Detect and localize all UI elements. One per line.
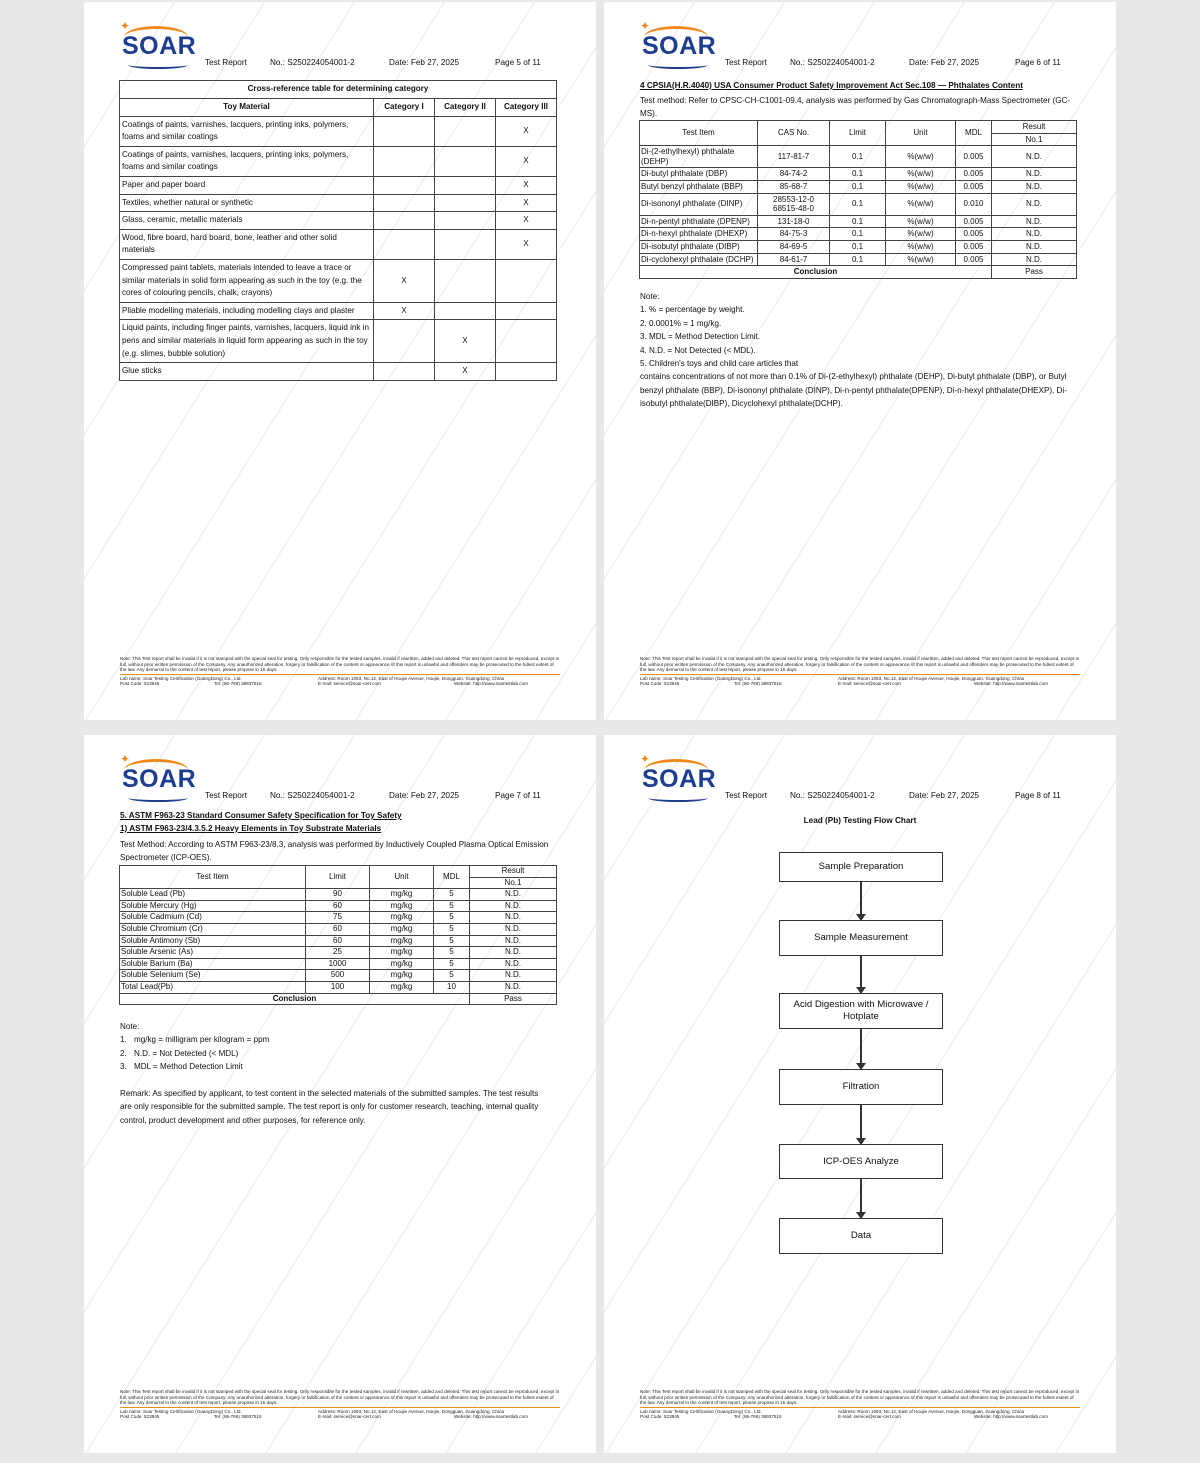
result-cell: N.D. bbox=[992, 180, 1077, 193]
cas-cell: 85-68-7 bbox=[758, 180, 830, 193]
unit-cell: mg/kg bbox=[370, 923, 434, 935]
logo-text: SOAR bbox=[642, 765, 717, 793]
logo-text: SOAR bbox=[122, 32, 197, 60]
unit-cell: %(w/w) bbox=[886, 168, 956, 181]
material-cell: Glass, ceramic, metallic materials bbox=[120, 212, 374, 230]
conclusion-value: Pass bbox=[470, 993, 557, 1005]
cas-cell: 131-18-0 bbox=[758, 215, 830, 228]
conclusion-label: Conclusion bbox=[120, 993, 470, 1005]
header-number: No.: S250224054001-2 bbox=[790, 791, 875, 800]
table-row bbox=[120, 363, 557, 381]
unit-cell: %(w/w) bbox=[886, 180, 956, 193]
result-cell: N.D. bbox=[470, 947, 557, 959]
column-header: CAS No. bbox=[758, 121, 830, 146]
result-cell: N.D. bbox=[470, 970, 557, 982]
cat-cell bbox=[374, 229, 435, 259]
subsection-title: 1) ASTM F963-23/4.3.5.2 Heavy Elements in Toy Substrate Materials bbox=[120, 824, 382, 833]
soar-logo bbox=[640, 20, 730, 68]
header-number: No.: S250224054001-2 bbox=[270, 791, 355, 800]
flow-step: Data bbox=[779, 1218, 943, 1254]
footer-lab: Lab name: Soar Testing Certification (GuangDong) Co., Ltd. bbox=[640, 675, 762, 681]
result-cell: N.D. bbox=[470, 923, 557, 935]
conclusion-label: Conclusion bbox=[640, 266, 992, 279]
unit-cell: %(w/w) bbox=[886, 240, 956, 253]
unit-cell: mg/kg bbox=[370, 970, 434, 982]
note-line: 5. Children's toys and child care articles that bbox=[640, 359, 799, 369]
footer-lab: Lab name: Soar Testing Certification (GuangDong) Co., Ltd. bbox=[120, 675, 242, 681]
header-page: Page 7 of 11 bbox=[495, 791, 541, 800]
footer-address: Address: Room 1093, No.12, East of Houjie Avenue, Houjie, Dongguan, Guangdong, China bbox=[838, 1408, 1025, 1414]
table-row bbox=[640, 215, 1077, 228]
column-header: Category II bbox=[435, 98, 496, 116]
result-cell: N.D. bbox=[470, 912, 557, 924]
footer-post: Post Code: 523945 bbox=[640, 1414, 680, 1420]
cat-cell bbox=[496, 302, 557, 320]
cat-cell: X bbox=[496, 194, 557, 212]
footer-post: Post Code: 523945 bbox=[120, 1414, 160, 1420]
mdl-cell: 0.010 bbox=[956, 193, 992, 215]
result-cell: N.D. bbox=[992, 215, 1077, 228]
footer-note: Note: This Test report shall be invalid if it is not stamped with the special seal for testing. Only responsible for the tested samples, invalid if rewritten, added and deleted. This test report cannot be reproduced, except in full, without prior written permission of the Company. Any unauthorized alteration, forgery or falsification of the content or appearance of this report is unlawful and offenders may be prosecuted to the fullest extent of the law. Any demurral to the content of test report, please propose in 15 days. bbox=[640, 1389, 1080, 1408]
cas-cell: 84-75-3 bbox=[758, 228, 830, 241]
mdl-cell: 0.005 bbox=[956, 180, 992, 193]
report-page-5 bbox=[84, 2, 596, 720]
table-row bbox=[120, 146, 557, 176]
column-header: No.1 bbox=[470, 877, 557, 889]
table-row bbox=[120, 116, 557, 146]
column-header: Category I bbox=[374, 98, 435, 116]
unit-cell: mg/kg bbox=[370, 981, 434, 993]
footer-email: E-mail: service@soar-cert.com bbox=[318, 681, 381, 687]
unit-cell: mg/kg bbox=[370, 935, 434, 947]
table-row bbox=[120, 302, 557, 320]
table-row bbox=[120, 889, 557, 901]
note-line: 4. N.D. = Not Detected (< MDL). bbox=[640, 345, 756, 355]
cas-cell: 28553-12-0 68515-48-0 bbox=[758, 193, 830, 215]
soar-logo bbox=[640, 753, 730, 801]
unit-cell: %(w/w) bbox=[886, 253, 956, 266]
footer-tel: Tel: (86-769) 38937518 bbox=[214, 1414, 262, 1420]
limit-cell: 0.1 bbox=[830, 215, 886, 228]
footer-website: Website: http://www.soartestlab.com bbox=[974, 1414, 1048, 1420]
cas-cell: 84-61-7 bbox=[758, 253, 830, 266]
column-header: Result bbox=[470, 866, 557, 878]
result-cell: N.D. bbox=[470, 981, 557, 993]
report-page-7 bbox=[84, 735, 596, 1453]
item-cell: Soluble Lead (Pb) bbox=[120, 889, 306, 901]
cat-cell bbox=[496, 320, 557, 363]
test-method: Test Method: According to ASTM F963-23/8.3, analysis was performed by Inductively Coupled Plasma Optical Emission Spectrometer (ICP-OES). bbox=[120, 840, 549, 862]
cat-cell: X bbox=[496, 146, 557, 176]
cat-cell: X bbox=[496, 116, 557, 146]
cat-cell: X bbox=[496, 229, 557, 259]
heavy-elements-table bbox=[119, 865, 557, 1005]
result-cell: N.D. bbox=[470, 958, 557, 970]
table-title: Cross-reference table for determining category bbox=[120, 81, 557, 99]
limit-cell: 60 bbox=[306, 900, 370, 912]
result-cell: N.D. bbox=[470, 889, 557, 901]
limit-cell: 0.1 bbox=[830, 228, 886, 241]
cat-cell bbox=[435, 259, 496, 302]
result-cell: N.D. bbox=[992, 193, 1077, 215]
note-number: 3. bbox=[120, 1062, 127, 1072]
cas-cell: 84-69-5 bbox=[758, 240, 830, 253]
star-icon: ✦ bbox=[120, 19, 131, 33]
mdl-cell: 0.005 bbox=[956, 240, 992, 253]
unit-cell: %(w/w) bbox=[886, 146, 956, 168]
header-number: No.: S250224054001-2 bbox=[270, 58, 355, 67]
table-row bbox=[120, 947, 557, 959]
column-header: MDL bbox=[434, 866, 470, 889]
column-header: Limit bbox=[830, 121, 886, 146]
table-row bbox=[120, 935, 557, 947]
category-table bbox=[119, 80, 557, 381]
material-cell: Compressed paint tablets, materials intended to leave a trace or similar materials in solid form appearing as such in the toy (e.g. the cores of colouring pencils, chalk, crayons) bbox=[120, 259, 374, 302]
cat-cell bbox=[374, 212, 435, 230]
item-cell: Di-isobutyl phthalate (DIBP) bbox=[640, 240, 758, 253]
item-cell: Soluble Barium (Ba) bbox=[120, 958, 306, 970]
conclusion-row bbox=[640, 266, 1077, 279]
cat-cell bbox=[496, 363, 557, 381]
cat-cell: X bbox=[374, 259, 435, 302]
flow-arrow bbox=[860, 1105, 862, 1144]
column-header: Unit bbox=[886, 121, 956, 146]
section-title: 4 CPSIA(H.R.4040) USA Consumer Product Safety Improvement Act Sec.108 — Phthalates Content bbox=[640, 81, 1023, 90]
table-row bbox=[640, 240, 1077, 253]
item-cell: Di-cyclohexyl phthalate (DCHP) bbox=[640, 253, 758, 266]
column-header: Test Item bbox=[640, 121, 758, 146]
footer-website: Website: http://www.soartestlab.com bbox=[454, 1414, 528, 1420]
mdl-cell: 0.005 bbox=[956, 228, 992, 241]
item-cell: Di-n-pentyl phthalate (DPENP) bbox=[640, 215, 758, 228]
note-line: 2. 0.0001% = 1 mg/kg. bbox=[640, 318, 722, 328]
table-row bbox=[120, 259, 557, 302]
mdl-cell: 5 bbox=[434, 912, 470, 924]
table-row bbox=[640, 193, 1077, 215]
limit-cell: 500 bbox=[306, 970, 370, 982]
mdl-cell: 5 bbox=[434, 923, 470, 935]
limit-cell: 0.1 bbox=[830, 253, 886, 266]
item-cell: Di-n-hexyl phthalate (DHEXP) bbox=[640, 228, 758, 241]
unit-cell: mg/kg bbox=[370, 958, 434, 970]
table-row bbox=[120, 923, 557, 935]
flow-arrow bbox=[860, 1179, 862, 1218]
footer-lab: Lab name: Soar Testing Certification (GuangDong) Co., Ltd. bbox=[120, 1408, 242, 1414]
cas-cell: 117-81-7 bbox=[758, 146, 830, 168]
result-cell: N.D. bbox=[470, 935, 557, 947]
cat-cell bbox=[374, 194, 435, 212]
cat-cell bbox=[435, 146, 496, 176]
table-row bbox=[640, 146, 1077, 168]
header-date: Date: Feb 27, 2025 bbox=[909, 791, 980, 800]
footer-email: E-mail: service@soar-cert.com bbox=[318, 1414, 381, 1420]
flow-arrow bbox=[860, 882, 862, 920]
notes bbox=[120, 1020, 564, 1074]
flow-step: Acid Digestion with Microwave / Hotplate bbox=[779, 993, 943, 1029]
table-row bbox=[120, 320, 557, 363]
page-footer bbox=[120, 656, 560, 687]
notes bbox=[640, 290, 1084, 411]
cat-cell bbox=[435, 229, 496, 259]
material-cell: Paper and paper board bbox=[120, 176, 374, 194]
table-row bbox=[640, 228, 1077, 241]
cat-cell bbox=[496, 259, 557, 302]
table-row bbox=[120, 194, 557, 212]
footer-address: Address: Room 1093, No.12, East of Houjie Avenue, Houjie, Dongguan, Guangdong, China bbox=[318, 1408, 505, 1414]
limit-cell: 60 bbox=[306, 923, 370, 935]
header-report: Test Report bbox=[725, 791, 767, 800]
limit-cell: 75 bbox=[306, 912, 370, 924]
header-report: Test Report bbox=[725, 58, 767, 67]
limit-cell: 60 bbox=[306, 935, 370, 947]
mdl-cell: 5 bbox=[434, 958, 470, 970]
limit-cell: 0.1 bbox=[830, 180, 886, 193]
result-cell: N.D. bbox=[992, 253, 1077, 266]
footer-post: Post Code: 523945 bbox=[120, 681, 160, 687]
footer-tel: Tel: (86-769) 38937518 bbox=[734, 681, 782, 687]
item-cell: Butyl benzyl phthalate (BBP) bbox=[640, 180, 758, 193]
cat-cell bbox=[374, 176, 435, 194]
cas-cell: 84-74-2 bbox=[758, 168, 830, 181]
table-row bbox=[640, 253, 1077, 266]
cat-cell bbox=[435, 212, 496, 230]
cat-cell: X bbox=[496, 212, 557, 230]
item-cell: Di-isononyl phthalate (DINP) bbox=[640, 193, 758, 215]
note-line: 1. % = percentage by weight. bbox=[640, 305, 745, 315]
mdl-cell: 0.005 bbox=[956, 253, 992, 266]
table-row bbox=[120, 970, 557, 982]
table-row bbox=[120, 958, 557, 970]
unit-cell: %(w/w) bbox=[886, 193, 956, 215]
note-line: Note: bbox=[640, 292, 660, 301]
material-cell: Pliable modelling materials, including modelling clays and plaster bbox=[120, 302, 374, 320]
footer-website: Website: http://www.soartestlab.com bbox=[454, 681, 528, 687]
limit-cell: 0.1 bbox=[830, 240, 886, 253]
unit-cell: %(w/w) bbox=[886, 215, 956, 228]
soar-logo bbox=[120, 20, 210, 68]
note-line: 3. MDL = Method Detection Limit. bbox=[640, 332, 761, 342]
header-report: Test Report bbox=[205, 58, 247, 67]
footer-tel: Tel: (86-769) 38937518 bbox=[214, 681, 262, 687]
cat-cell: X bbox=[435, 320, 496, 363]
limit-cell: 25 bbox=[306, 947, 370, 959]
cat-cell: X bbox=[496, 176, 557, 194]
unit-cell: mg/kg bbox=[370, 900, 434, 912]
footer-note: Note: This Test report shall be invalid if it is not stamped with the special seal for testing. Only responsible for the tested samples, invalid if rewritten, added and deleted. This test report cannot be reproduced, except in full, without prior written permission of the Company. Any unauthorized alteration, forgery or falsification of the content or appearance of this report is unlawful and offenders may be prosecuted to the fullest extent of the law. Any demurral to the content of test report, please propose in 15 days. bbox=[640, 656, 1080, 675]
cat-cell bbox=[435, 302, 496, 320]
item-cell: Soluble Mercury (Hg) bbox=[120, 900, 306, 912]
result-cell: N.D. bbox=[992, 168, 1077, 181]
mdl-cell: 5 bbox=[434, 900, 470, 912]
column-header: MDL bbox=[956, 121, 992, 146]
cat-cell bbox=[435, 194, 496, 212]
unit-cell: mg/kg bbox=[370, 947, 434, 959]
note-number: 2. bbox=[120, 1048, 127, 1058]
flow-step: ICP-OES Analyze bbox=[779, 1144, 943, 1179]
column-header: Limit bbox=[306, 866, 370, 889]
column-header: Toy Material bbox=[120, 98, 374, 116]
mdl-cell: 0.005 bbox=[956, 146, 992, 168]
result-cell: N.D. bbox=[470, 900, 557, 912]
flow-step: Filtration bbox=[779, 1069, 943, 1105]
mdl-cell: 5 bbox=[434, 947, 470, 959]
flow-step: Sample Preparation bbox=[779, 852, 943, 882]
star-icon: ✦ bbox=[640, 19, 651, 33]
material-cell: Wood, fibre board, hard board, bone, leather and other solid materials bbox=[120, 229, 374, 259]
table-row bbox=[120, 229, 557, 259]
note-text: N.D. = Not Detected (< MDL) bbox=[134, 1048, 239, 1058]
column-header: Category III bbox=[496, 98, 557, 116]
limit-cell: 0.1 bbox=[830, 146, 886, 168]
cat-cell bbox=[435, 116, 496, 146]
note-line: contains concentrations of not more than 0.1% of Di-(2-ethylhexyl) phthalate (DEHP), Di-butyl phthalate (DBP), or Butyl benzyl phthalate (BBP), Di-isononyl phthalate (DINP), Di-n-pentyl phthalate(DPENP), Di-n-hexyl phthalate(DHEXP), Di-isobutyl phthalate(DIBP), Dicyclohexyl phthalate(DCHP). bbox=[640, 372, 1067, 409]
unit-cell: %(w/w) bbox=[886, 228, 956, 241]
material-cell: Glue sticks bbox=[120, 363, 374, 381]
material-cell: Coatings of paints, varnishes, lacquers, printing inks, polymers, foams and similar coatings bbox=[120, 146, 374, 176]
column-header: Unit bbox=[370, 866, 434, 889]
column-header: Result bbox=[992, 121, 1077, 134]
footer-email: E-mail: service@soar-cert.com bbox=[838, 1414, 901, 1420]
limit-cell: 90 bbox=[306, 889, 370, 901]
limit-cell: 0.1 bbox=[830, 168, 886, 181]
section-title: 5. ASTM F963-23 Standard Consumer Safety Specification for Toy Safety bbox=[120, 811, 402, 820]
unit-cell: mg/kg bbox=[370, 889, 434, 901]
cat-cell: X bbox=[374, 302, 435, 320]
material-cell: Coatings of paints, varnishes, lacquers, printing inks, polymers, foams and similar coatings bbox=[120, 116, 374, 146]
item-cell: Di-butyl phthalate (DBP) bbox=[640, 168, 758, 181]
report-page-6 bbox=[604, 2, 1116, 720]
footer-post: Post Code: 523945 bbox=[640, 681, 680, 687]
phthalates-table bbox=[639, 120, 1077, 279]
mdl-cell: 5 bbox=[434, 889, 470, 901]
star-icon: ✦ bbox=[120, 752, 131, 766]
table-row bbox=[120, 212, 557, 230]
footer-note: Note: This Test report shall be invalid if it is not stamped with the special seal for testing. Only responsible for the tested samples, invalid if rewritten, added and deleted. This test report cannot be reproduced, except in full, without prior written permission of the Company. Any unauthorized alteration, forgery or falsification of the content or appearance of this report is unlawful and offenders may be prosecuted to the fullest extent of the law. Any demurral to the content of test report, please propose in 15 days. bbox=[120, 656, 560, 675]
item-cell: Soluble Antimony (Sb) bbox=[120, 935, 306, 947]
flow-step: Sample Measurement bbox=[779, 920, 943, 956]
material-cell: Textiles, whether natural or synthetic bbox=[120, 194, 374, 212]
table-row bbox=[120, 981, 557, 993]
header-date: Date: Feb 27, 2025 bbox=[389, 58, 460, 67]
result-cell: N.D. bbox=[992, 240, 1077, 253]
item-cell: Di-(2-ethylhexyl) phthalate (DEHP) bbox=[640, 146, 758, 168]
mdl-cell: 0.005 bbox=[956, 215, 992, 228]
page-footer bbox=[120, 1389, 560, 1420]
logo-text: SOAR bbox=[642, 32, 717, 60]
header-date: Date: Feb 27, 2025 bbox=[389, 791, 460, 800]
item-cell: Soluble Selenium (Se) bbox=[120, 970, 306, 982]
note-text: MDL = Method Detection Limit bbox=[134, 1062, 243, 1072]
note-label: Note: bbox=[120, 1022, 140, 1031]
cat-cell: X bbox=[435, 363, 496, 381]
flowchart-title: Lead (Pb) Testing Flow Chart bbox=[803, 816, 917, 825]
conclusion-row bbox=[120, 993, 557, 1005]
item-cell: Soluble Cadmium (Cd) bbox=[120, 912, 306, 924]
material-cell: Liquid paints, including finger paints, varnishes, lacquers, liquid ink in pens and similar materials in liquid form appearing as such in the toy (e.g. slimes, bubble solution) bbox=[120, 320, 374, 363]
mdl-cell: 5 bbox=[434, 970, 470, 982]
footer-tel: Tel: (86-769) 38937518 bbox=[734, 1414, 782, 1420]
table-row bbox=[120, 900, 557, 912]
mdl-cell: 10 bbox=[434, 981, 470, 993]
footer-address: Address: Room 1093, No.12, East of Houjie Avenue, Houjie, Dongguan, Guangdong, China bbox=[318, 675, 505, 681]
table-row bbox=[640, 180, 1077, 193]
limit-cell: 100 bbox=[306, 981, 370, 993]
test-method: Test method: Refer to CPSC-CH-C1001-09.4, analysis was performed by Gas Chromatograph-Mass Spectrometer (GC-MS). bbox=[640, 96, 1071, 118]
mdl-cell: 0.005 bbox=[956, 168, 992, 181]
cat-cell bbox=[374, 363, 435, 381]
item-cell: Total Lead(Pb) bbox=[120, 981, 306, 993]
result-cell: N.D. bbox=[992, 146, 1077, 168]
table-row bbox=[640, 168, 1077, 181]
note-number: 1. bbox=[120, 1035, 127, 1045]
result-cell: N.D. bbox=[992, 228, 1077, 241]
header-page: Page 8 of 11 bbox=[1015, 791, 1061, 800]
remark: Remark: As specified by applicant, to test content in the selected materials of the submitted samples. The test results are only responsible for the submitted sample. The test report is only for customer research, teaching, internal quality control, product development and other purposes, for reference only. bbox=[120, 1089, 539, 1125]
footer-email: E-mail: service@soar-cert.com bbox=[838, 681, 901, 687]
column-header: Test Item bbox=[120, 866, 306, 889]
note-text: mg/kg = milligram per kilogram = ppm bbox=[134, 1035, 270, 1045]
table-row bbox=[120, 176, 557, 194]
page-footer bbox=[640, 1389, 1080, 1420]
logo-text: SOAR bbox=[122, 765, 197, 793]
unit-cell: mg/kg bbox=[370, 912, 434, 924]
flow-arrow bbox=[860, 956, 862, 993]
cat-cell bbox=[374, 320, 435, 363]
header-report: Test Report bbox=[205, 791, 247, 800]
star-icon: ✦ bbox=[640, 752, 651, 766]
table-row bbox=[120, 912, 557, 924]
report-page-8 bbox=[604, 735, 1116, 1453]
header-page: Page 5 of 11 bbox=[495, 58, 541, 67]
item-cell: Soluble Arsenic (As) bbox=[120, 947, 306, 959]
page-footer bbox=[640, 656, 1080, 687]
header-number: No.: S250224054001-2 bbox=[790, 58, 875, 67]
conclusion-value: Pass bbox=[992, 266, 1077, 279]
cat-cell bbox=[374, 116, 435, 146]
footer-address: Address: Room 1093, No.12, East of Houjie Avenue, Houjie, Dongguan, Guangdong, China bbox=[838, 675, 1025, 681]
header-date: Date: Feb 27, 2025 bbox=[909, 58, 980, 67]
column-header: No.1 bbox=[992, 133, 1077, 146]
cat-cell bbox=[435, 176, 496, 194]
limit-cell: 0.1 bbox=[830, 193, 886, 215]
footer-note: Note: This Test report shall be invalid if it is not stamped with the special seal for testing. Only responsible for the tested samples, invalid if rewritten, added and deleted. This test report cannot be reproduced, except in full, without prior written permission of the Company. Any unauthorized alteration, forgery or falsification of the content or appearance of this report is unlawful and offenders may be prosecuted to the fullest extent of the law. Any demurral to the content of test report, please propose in 15 days. bbox=[120, 1389, 560, 1408]
soar-logo bbox=[120, 753, 210, 801]
footer-website: Website: http://www.soartestlab.com bbox=[974, 681, 1048, 687]
footer-lab: Lab name: Soar Testing Certification (GuangDong) Co., Ltd. bbox=[640, 1408, 762, 1414]
limit-cell: 1000 bbox=[306, 958, 370, 970]
cat-cell bbox=[374, 146, 435, 176]
header-page: Page 6 of 11 bbox=[1015, 58, 1061, 67]
flow-arrow bbox=[860, 1029, 862, 1069]
item-cell: Soluble Chromium (Cr) bbox=[120, 923, 306, 935]
mdl-cell: 5 bbox=[434, 935, 470, 947]
